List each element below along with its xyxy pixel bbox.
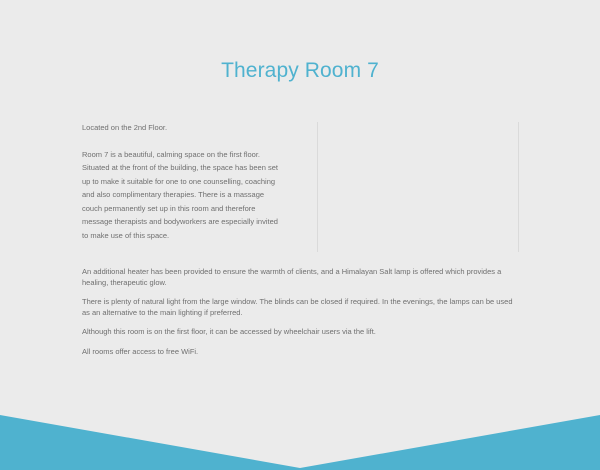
- footer-wave: [0, 410, 600, 470]
- access-paragraph: Although this room is on the first floor, it can be accessed by wheelchair users via the lift.: [82, 327, 376, 336]
- column-divider: [317, 122, 318, 252]
- intro-column: [82, 121, 280, 242]
- page-title: Therapy Room 7: [221, 59, 379, 82]
- location-text: Located on the 2nd Floor.: [82, 123, 168, 132]
- details-section: [82, 267, 522, 366]
- wifi-paragraph: All rooms offer access to free WiFi.: [82, 346, 199, 356]
- heater-paragraph: An additional heater has been provided to ensure the warmth of clients, and a Himalayan Salt lamp is offered which provides a healing, therapeutic glow.: [82, 267, 502, 287]
- column-divider: [518, 122, 519, 252]
- footer-shape: [0, 415, 600, 470]
- light-paragraph: There is plenty of natural light from the large window. The blinds can be closed if required. In the evenings, the lamps can be used as an alternative to the main lighting if preferred.: [82, 297, 513, 317]
- room-description: Room 7 is a beautiful, calming space on the first floor. Situated at the front of the building, the space has been set up to make it suitable for one to one counselling, coaching and also complimentary therapies. There is a massage couch permanently set up in this room and therefore message therapists and bodyworkers are especially invited to make use of this space.: [82, 149, 278, 240]
